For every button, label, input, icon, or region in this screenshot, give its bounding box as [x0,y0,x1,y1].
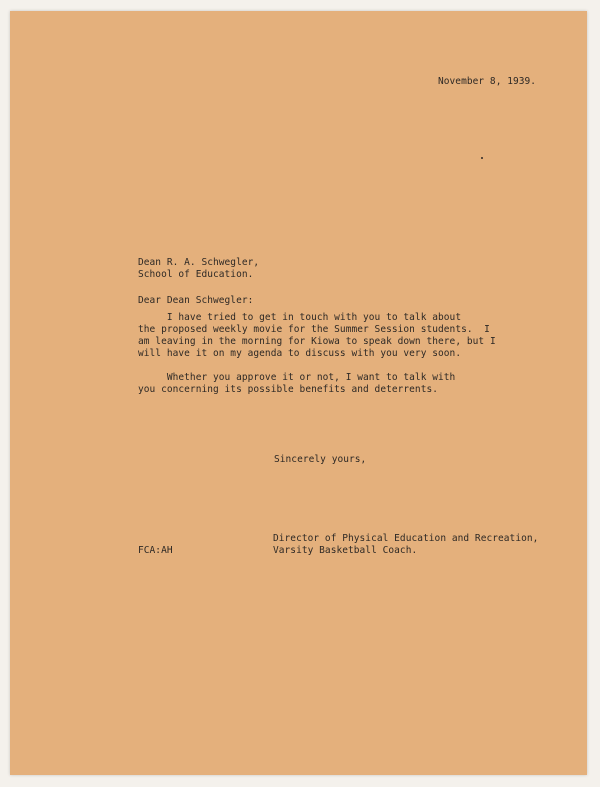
letter-date: November 8, 1939. [438,76,537,87]
recipient-name: Dean R. A. Schwegler, [138,257,260,268]
body-paragraph-line: will have it on my agenda to discuss with you very soon. [138,348,462,359]
signature-title-line: Varsity Basketball Coach. [273,545,418,556]
signature-title-line: Director of Physical Education and Recreation, [273,533,539,544]
body-paragraph-line: I have tried to get in touch with you to talk about [138,312,462,323]
paper-speck [481,157,483,159]
recipient-department: School of Education. [138,269,254,280]
body-paragraph-line: am leaving in the morning for Kiowa to speak down there, but I [138,336,496,347]
body-paragraph-line: you concerning its possible benefits and deterrents. [138,384,439,395]
letter-page [10,11,587,775]
body-paragraph-line: the proposed weekly movie for the Summer Session students. I [138,324,490,335]
typist-initials: FCA:AH [138,545,173,556]
closing: Sincerely yours, [274,454,367,465]
body-paragraph-line: Whether you approve it or not, I want to talk with [138,372,456,383]
salutation: Dear Dean Schwegler: [138,295,254,306]
